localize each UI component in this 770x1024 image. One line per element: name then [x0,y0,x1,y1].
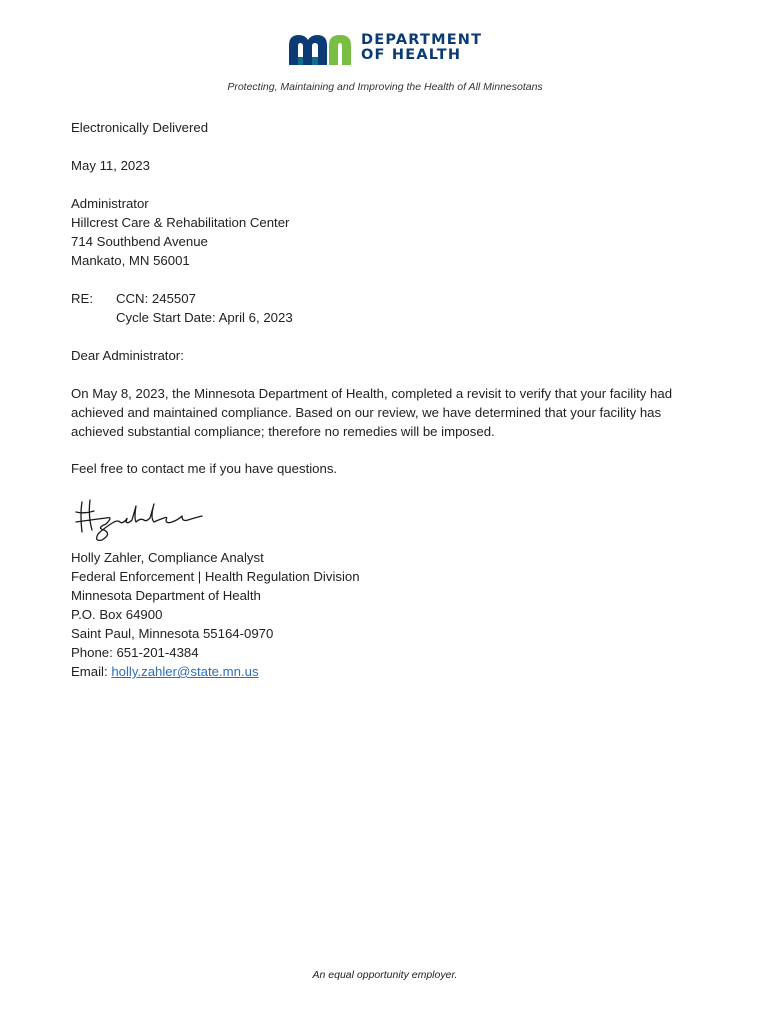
letter-date: May 11, 2023 [71,158,150,173]
re-ccn: CCN: 245507 [116,291,196,306]
tagline: Protecting, Maintaining and Improving the Health of All Minnesotans [227,81,543,93]
body-paragraph: On May 8, 2023, the Minnesota Department of Health, completed a revisit to verify that your facility had achieved and maintained compliance. Based on our review, we have determined that your facility has achieved substantial compliance; therefore no remedies will be imposed. [71,386,673,439]
signer-department: Minnesota Department of Health [71,588,261,603]
salutation: Dear Administrator: [71,348,184,363]
closing-line: Feel free to contact me if you have questions. [71,461,338,476]
logo-line-1: DEPARTMENT [361,32,483,48]
delivery-method: Electronically Delivered [71,120,209,135]
recipient-facility: Hillcrest Care & Rehabilitation Center [71,215,290,230]
logo-wordmark [361,33,482,63]
signer-name-title: Holly Zahler, Compliance Analyst [71,550,264,565]
recipient-street: 714 Southbend Avenue [71,234,208,249]
re-cycle-date: Cycle Start Date: April 6, 2023 [116,310,293,325]
re-label: RE: [71,291,93,306]
logo-line-2: OF HEALTH [361,47,462,63]
signer-city: Saint Paul, Minnesota 55164-0970 [71,626,274,641]
email-link[interactable]: holly.zahler@state.mn.us [111,664,259,679]
signer-division: Federal Enforcement | Health Regulation Division [71,569,360,584]
recipient-city: Mankato, MN 56001 [71,253,190,268]
signer-email-line [71,662,259,681]
re-block [116,289,293,327]
mn-logo-icon [289,33,359,67]
email-label: Email: [71,664,112,679]
footer-text: An equal opportunity employer. [312,969,458,981]
handwritten-signature [70,494,210,544]
signer-pobox: P.O. Box 64900 [71,607,163,622]
mdh-logo [289,33,481,67]
recipient-title: Administrator [71,196,149,211]
signer-phone: Phone: 651-201-4384 [71,645,199,660]
